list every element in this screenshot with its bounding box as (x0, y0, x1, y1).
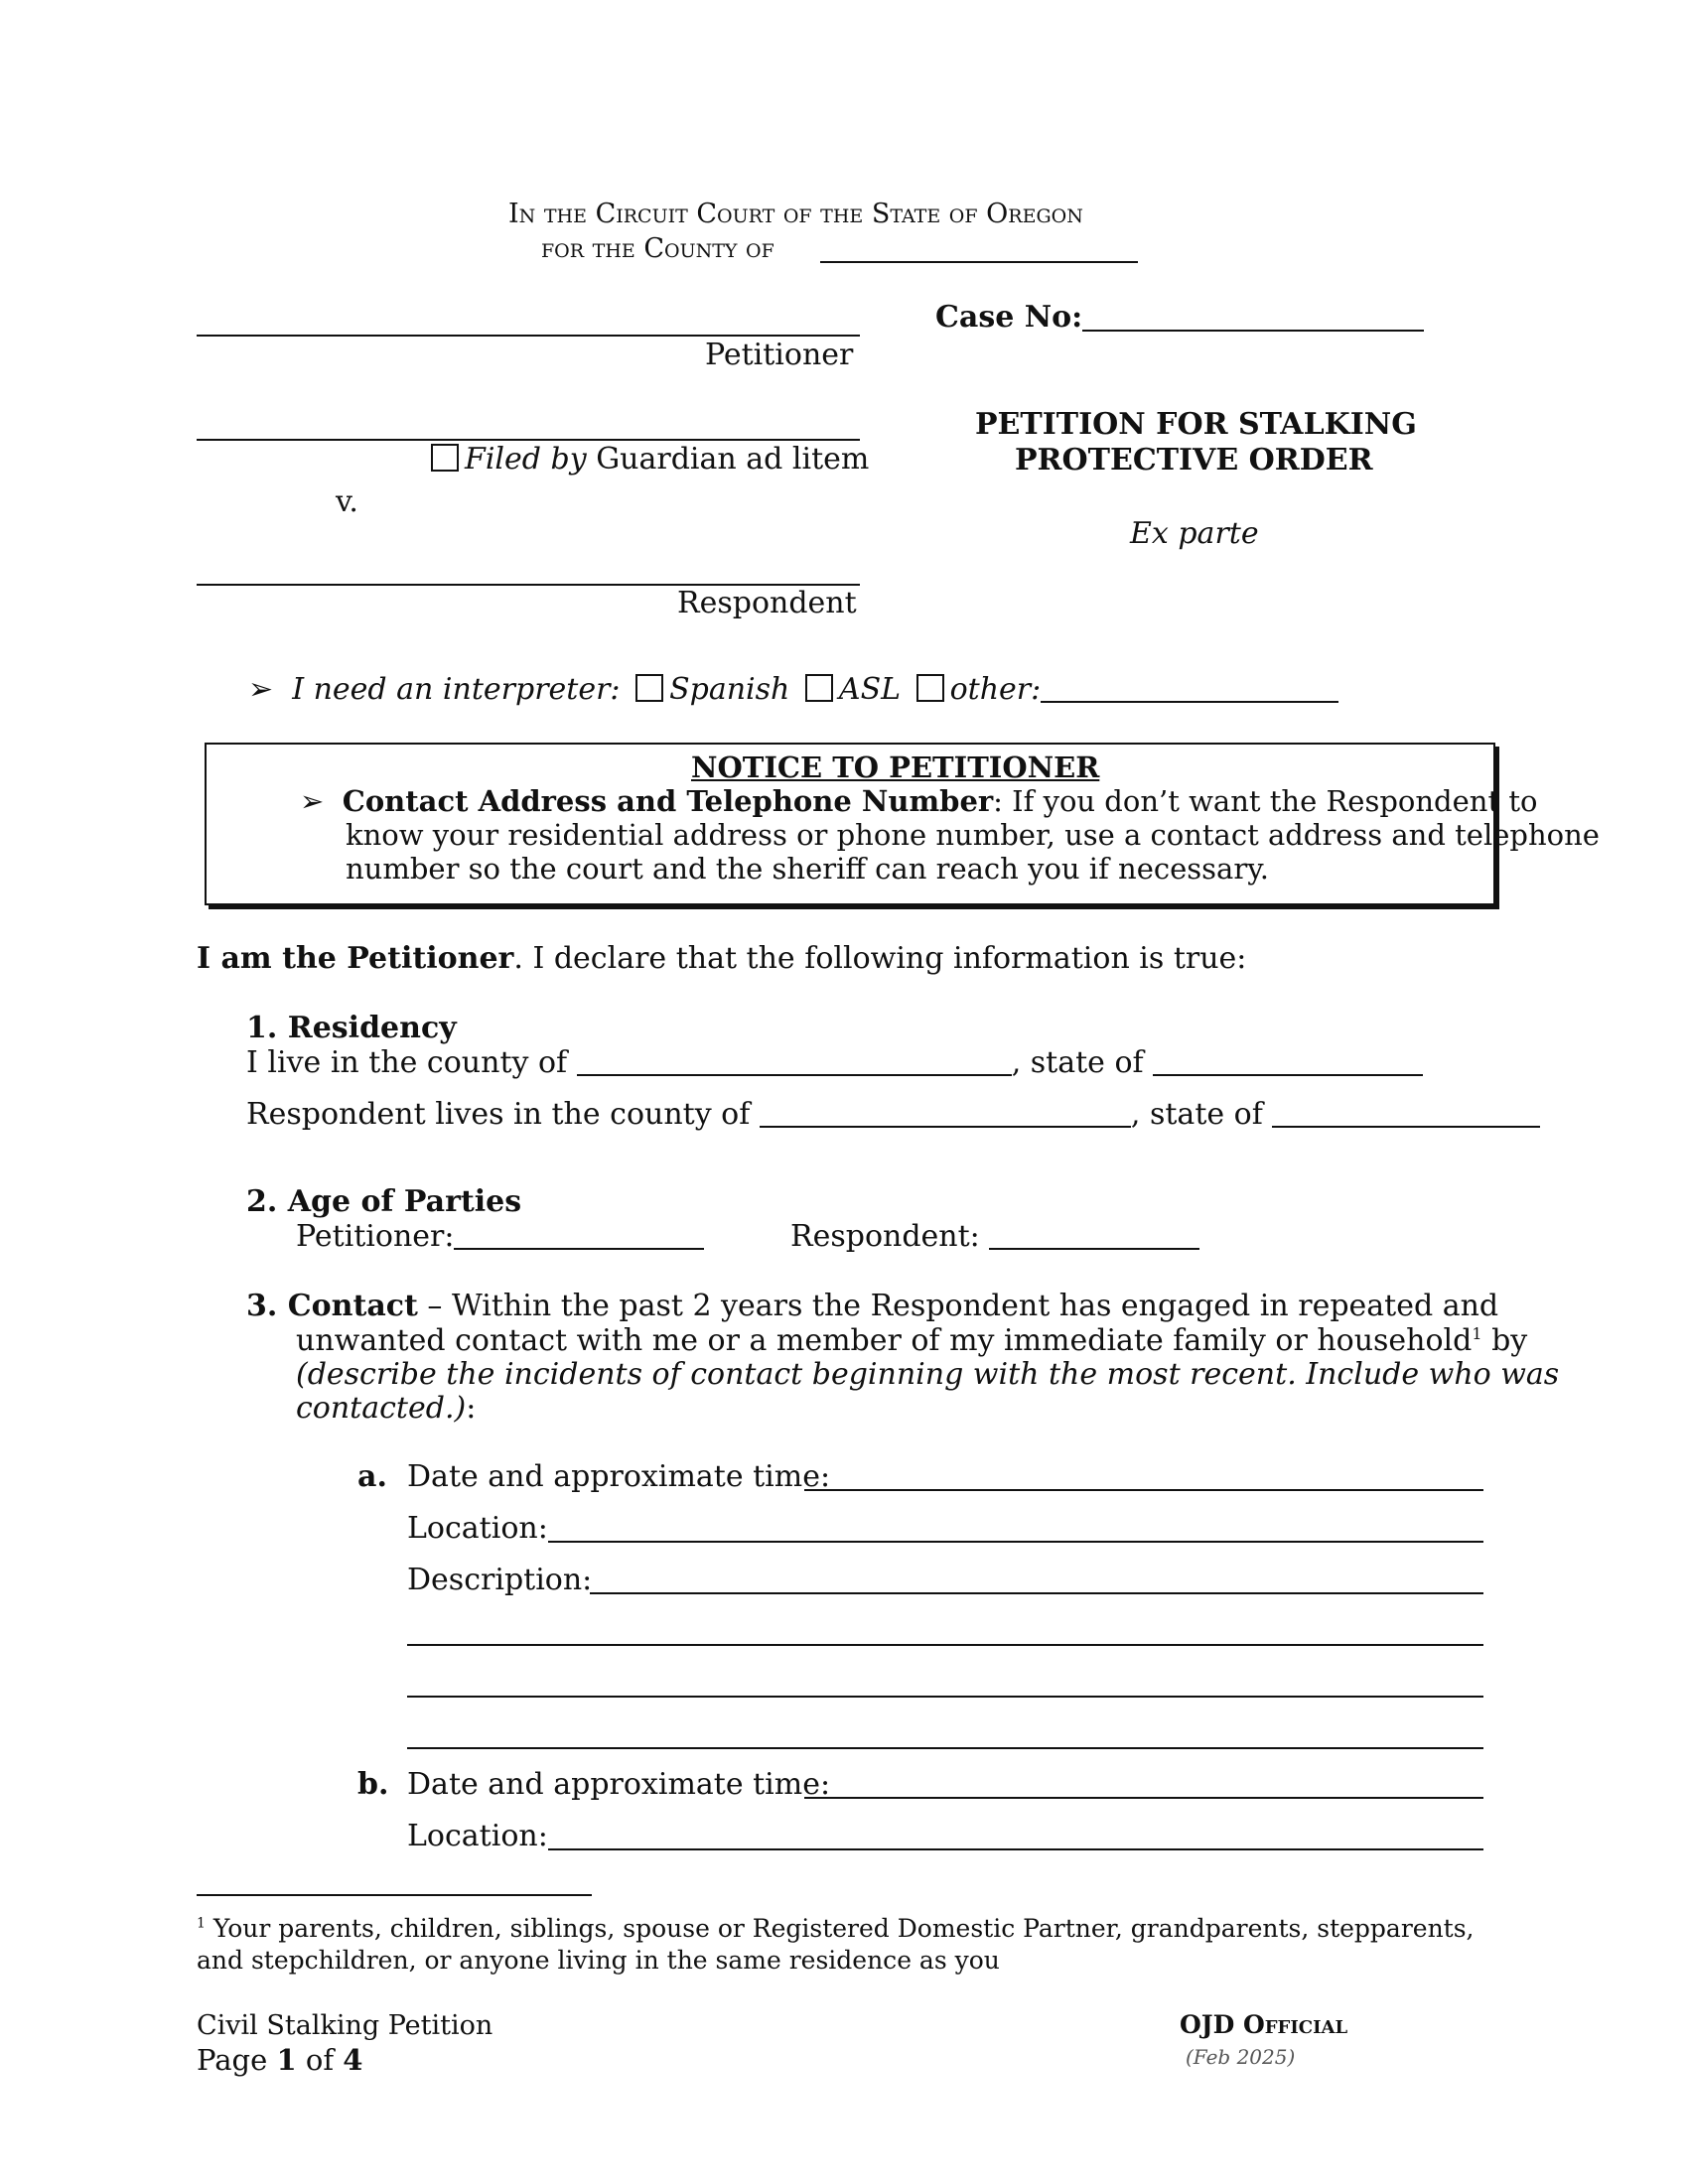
item-b-letter: b. (357, 1767, 389, 1802)
versus-text: v. (336, 484, 358, 519)
page-total: 4 (343, 2043, 363, 2077)
case-number-field[interactable] (1082, 330, 1424, 332)
footer-form-name: Civil Stalking Petition (197, 2010, 493, 2041)
asl-checkbox[interactable] (805, 674, 833, 702)
footnote-line1-text: Your parents, children, siblings, spouse or Registered Domestic Partner, grandparents, stepparents, (205, 1914, 1475, 1943)
declaration-rest: . I declare that the following information is true: (513, 941, 1247, 976)
other-language-field[interactable] (1041, 675, 1338, 703)
contact-heading: 3. Contact (246, 1289, 418, 1323)
notice-box (205, 743, 1600, 905)
guardian-name-field[interactable] (197, 439, 860, 441)
age-petitioner-row (296, 1219, 704, 1254)
page-word: Page (197, 2043, 268, 2077)
contact-line1 (246, 1289, 1498, 1323)
notice-arrow-icon: ➢ (300, 784, 325, 818)
case-number-label: Case No: (935, 300, 1083, 335)
age-respondent-label: Respondent: (790, 1219, 980, 1254)
other-option: other: (949, 672, 1042, 707)
age-petitioner-label: Petitioner: (296, 1219, 455, 1254)
petitioner-state-field[interactable] (1153, 1048, 1423, 1076)
contact-line1-text: – Within the past 2 years the Respondent has engaged in repeated and (417, 1289, 1499, 1323)
contact-line4 (296, 1391, 476, 1426)
item-a-location-label: Location: (407, 1511, 548, 1546)
petition-title-line1: PETITION FOR STALKING (975, 407, 1417, 442)
item-a-date-field[interactable] (804, 1489, 1483, 1491)
notice-line1 (300, 784, 1537, 818)
item-a-date-label: Date and approximate time: (407, 1459, 831, 1494)
guardian-label: Guardian ad litem (596, 442, 870, 477)
contact-line2-text: unwanted contact with me or a member of my immediate family or household (296, 1323, 1473, 1358)
petitioner-label: Petitioner (705, 338, 854, 372)
notice-line2: know your residential address or phone number, use a contact address and telephone (346, 818, 1600, 852)
footnote-ref: 1 (1472, 1324, 1482, 1343)
court-title-line1: In the Circuit Court of the State of Oregon (508, 199, 1083, 229)
contact-line2 (296, 1323, 1527, 1358)
petitioner-name-field[interactable] (197, 335, 860, 337)
item-a-description-line3[interactable] (407, 1696, 1483, 1698)
item-a-description-line4[interactable] (407, 1747, 1483, 1749)
revision-date: (Feb 2025) (1186, 2045, 1296, 2069)
contact-line4-text: contacted.) (296, 1391, 467, 1426)
filed-by-text: Filed by (465, 442, 587, 477)
residency-heading: 1. Residency (246, 1011, 457, 1045)
footnote-separator (197, 1894, 592, 1896)
item-b-date-field[interactable] (804, 1797, 1483, 1799)
spanish-checkbox[interactable] (635, 674, 663, 702)
notice-title: NOTICE TO PETITIONER (691, 751, 1100, 784)
respondent-label: Respondent (677, 586, 857, 620)
footnote-line1 (197, 1914, 1475, 1943)
item-b-location-label: Location: (407, 1819, 548, 1853)
respondent-age-field[interactable] (989, 1222, 1199, 1250)
age-respondent-row (790, 1219, 1199, 1254)
declaration (197, 941, 1246, 976)
interpreter-row (248, 672, 1338, 707)
footer-page-number (197, 2043, 362, 2077)
footnote-line2: and stepchildren, or anyone living in the same residence as you (197, 1946, 1000, 1975)
respondent-state-field[interactable] (1272, 1100, 1540, 1128)
item-a-location-field[interactable] (548, 1541, 1483, 1543)
notice-line3: number so the court and the sheriff can reach you if necessary. (346, 852, 1269, 886)
of-word: of (305, 2043, 335, 2077)
ojd-official-label: OJD Official (1180, 2010, 1348, 2039)
item-b-location-field[interactable] (548, 1848, 1483, 1850)
ex-parte-text: Ex parte (1130, 516, 1259, 551)
petitioner-age-field[interactable] (454, 1222, 704, 1250)
item-b-date-label: Date and approximate time: (407, 1767, 831, 1802)
petitioner-county-field[interactable] (577, 1048, 1012, 1076)
contact-line2-end: by (1481, 1323, 1528, 1358)
footnote-mark: 1 (197, 1915, 206, 1932)
interpreter-label: I need an interpreter: (292, 672, 621, 707)
item-a-description-label: Description: (407, 1563, 593, 1597)
item-a-description-line2[interactable] (407, 1644, 1483, 1646)
item-a-letter: a. (357, 1459, 387, 1494)
declaration-bold: I am the Petitioner (197, 941, 514, 976)
county-field[interactable] (820, 261, 1138, 263)
asl-option: ASL (838, 672, 902, 707)
guardian-checkbox[interactable] (431, 444, 459, 472)
arrow-bullet-icon: ➢ (248, 672, 274, 707)
residency-live-row (246, 1045, 1423, 1080)
contact-line4-end: : (466, 1391, 477, 1426)
page-current: 1 (276, 2043, 297, 2077)
live-county-label: I live in the county of (246, 1045, 568, 1080)
residency-resp-row (246, 1097, 1540, 1132)
court-title-line2: for the County of (541, 233, 774, 264)
notice-line1-text: : If you don’t want the Respondent to (993, 784, 1538, 818)
notice-bullet-title: Contact Address and Telephone Number (342, 784, 994, 818)
contact-line3: (describe the incidents of contact beginning with the most recent. Include who was (296, 1357, 1560, 1392)
other-language-checkbox[interactable] (916, 674, 944, 702)
age-heading: 2. Age of Parties (246, 1184, 522, 1219)
guardian-row (431, 442, 869, 477)
resp-county-label: Respondent lives in the county of (246, 1097, 751, 1132)
petition-title-line2: PROTECTIVE ORDER (1015, 443, 1373, 478)
respondent-county-field[interactable] (760, 1100, 1131, 1128)
live-state-label: , state of (1011, 1045, 1144, 1080)
item-a-description-field[interactable] (590, 1592, 1483, 1594)
resp-state-label: , state of (1130, 1097, 1263, 1132)
spanish-option: Spanish (669, 672, 790, 707)
